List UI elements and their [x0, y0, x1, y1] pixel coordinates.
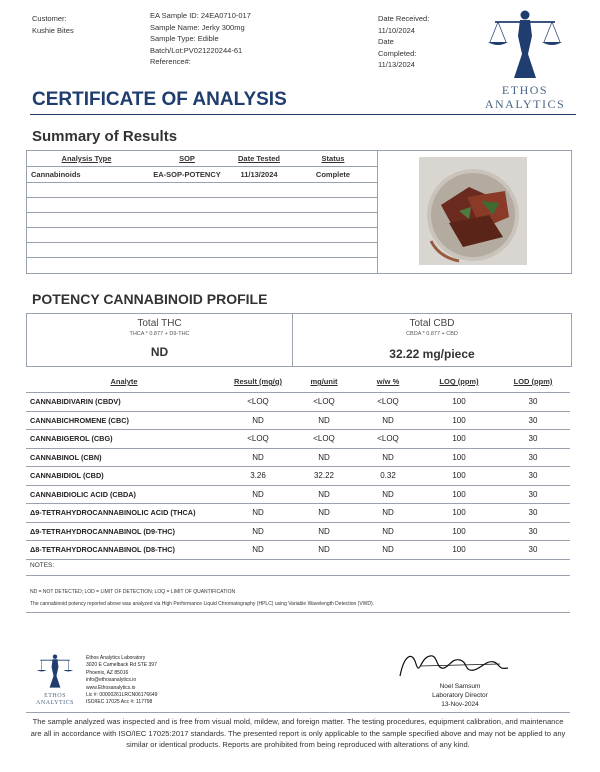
mg-per-unit: ND: [318, 415, 330, 425]
col-mg-unit: mg/unit: [310, 377, 338, 386]
results-row: [26, 522, 570, 542]
batch-lot: Batch/Lot:PV021220244-61: [150, 45, 243, 55]
mg-per-unit: ND: [318, 452, 330, 462]
sample-info-block: [150, 10, 251, 68]
reference: Reference#:: [150, 57, 191, 66]
result-mg-g: 3.26: [250, 471, 266, 480]
date-completed-value: 11/13/2024: [378, 60, 415, 69]
lod-ppm: 30: [528, 434, 538, 443]
analyte-name: Δ9-TETRAHYDROCANNABINOL (D9-THC): [30, 526, 175, 536]
results-row: [26, 448, 570, 468]
loq-ppm: 100: [452, 471, 466, 480]
customer-name: Kushie Bites: [32, 25, 74, 35]
result-mg-g: ND: [252, 489, 264, 499]
lab-address-line: www.Ethosanalytics.io: [86, 684, 136, 691]
total-cbd-label: Total CBD: [409, 318, 455, 329]
ww-percent: ND: [382, 526, 394, 536]
loq-ppm: 100: [452, 545, 466, 554]
title-rule: [30, 114, 576, 115]
col-loq: LOQ (ppm): [439, 377, 479, 386]
lady-justice-icon: [470, 6, 580, 78]
summary-box: [26, 150, 572, 274]
lod-ppm: 30: [528, 508, 538, 517]
mg-per-unit: 32.22: [313, 471, 335, 480]
result-mg-g: <LOQ: [247, 434, 269, 443]
summary-row-status: Complete: [315, 170, 351, 179]
lab-address: [86, 655, 157, 707]
date-completed-label: Completed:: [378, 48, 417, 58]
signer-name: Noel Samsum: [439, 683, 481, 690]
analyte-name: CANNABICHROMENE (CBC): [30, 415, 129, 425]
dates-block: [378, 13, 429, 71]
summary-col-sop: SOP: [179, 154, 195, 163]
signature-block: [380, 682, 540, 709]
ww-percent: ND: [382, 452, 394, 462]
col-analyte: Analyte: [110, 377, 138, 386]
loq-ppm: 100: [452, 508, 466, 517]
loq-ppm: 100: [452, 397, 466, 406]
document-title: CERTIFICATE OF ANALYSIS: [32, 89, 287, 110]
ww-percent: <LOQ: [377, 397, 399, 406]
abbrev-legend: ND = NOT DETECTED; LOD = LIMIT OF DETECTION; LOQ = LIMIT OF QUANTIFICATION: [30, 589, 236, 595]
results-row: [26, 429, 570, 449]
lady-justice-small-icon: [28, 652, 82, 688]
result-mg-g: ND: [252, 526, 264, 536]
summary-col-date: Date Tested: [238, 154, 280, 163]
analyte-name: Δ8-TETRAHYDROCANNABINOL (D8-THC): [30, 545, 175, 554]
lab-address-line: 3020 E Camelback Rd STE 397: [86, 662, 157, 669]
summary-col-status: Status: [321, 154, 345, 163]
mg-per-unit: ND: [318, 545, 330, 554]
lod-ppm: 30: [528, 397, 538, 406]
lab-address-line: Ethos Analytics Laboratory: [86, 655, 146, 661]
lab-logo-line2: ANALYTICS: [36, 700, 74, 706]
results-header: [26, 374, 570, 390]
analyte-name: CANNABIDIOLIC ACID (CBDA): [30, 489, 136, 499]
product-photo: [419, 157, 527, 265]
notes-label: NOTES:: [30, 562, 55, 569]
results-row: [26, 392, 570, 412]
ww-percent: <LOQ: [377, 434, 399, 443]
lod-ppm: 30: [528, 452, 538, 462]
result-mg-g: <LOQ: [247, 397, 269, 406]
loq-ppm: 100: [452, 452, 466, 462]
potency-heading: POTENCY CANNABINOID PROFILE: [32, 291, 268, 307]
total-thc-formula: THCA * 0.877 + D9-THC: [129, 331, 190, 337]
summary-col-type: Analysis Type: [61, 154, 112, 163]
method-note: The cannabinoid potency reported above was analyzed via High Performance Liquid Chromatography (HPLC) using Variable Wavelength Detection (VWD).: [30, 601, 375, 607]
analyte-name: CANNABIDIOL (CBD): [30, 471, 104, 480]
ww-percent: ND: [382, 489, 394, 499]
lod-ppm: 30: [528, 471, 538, 480]
lod-ppm: 30: [528, 545, 538, 554]
summary-heading: Summary of Results: [32, 128, 178, 145]
analyte-name: CANNABIDIVARIN (CBDV): [30, 397, 121, 406]
loq-ppm: 100: [452, 415, 466, 425]
footer-disclaimer: The sample analyzed was inspected and is free from visual mold, mildew, and foreign matter. The testing procedures, equipment calibration, and maintenance are all in accordance with ISO/IEC 17025:2017 standards. The presented report is only applicable to the sample specified above and may not be applied to any similar or identical products. Reports are prohibited from being reproduced with alterations of any kind.: [30, 717, 566, 750]
total-cbd-formula: CBDA * 0.877 + CBD: [406, 331, 458, 337]
date-received-label: Date Received:: [378, 14, 430, 23]
mg-per-unit: ND: [318, 489, 330, 499]
mg-per-unit: ND: [318, 526, 330, 536]
results-row: [26, 485, 570, 505]
result-mg-g: ND: [252, 508, 264, 517]
lab-address-line: info@ethosanalytics.io: [86, 677, 137, 684]
analyte-name: CANNABINOL (CBN): [30, 452, 102, 462]
results-row: [26, 540, 570, 560]
lod-ppm: 30: [528, 489, 538, 499]
company-logo: [470, 6, 580, 110]
customer-label: Customer:: [32, 14, 67, 23]
ww-percent: 0.32: [380, 471, 396, 480]
lab-address-line: ISO/IEC 17025 Acc #: 117798: [86, 699, 153, 706]
lod-ppm: 30: [528, 415, 538, 425]
lod-ppm: 30: [528, 526, 538, 536]
result-mg-g: ND: [252, 452, 264, 462]
lab-address-line: Phoenix, AZ 85016: [86, 669, 129, 676]
signature-image: [390, 646, 520, 680]
loq-ppm: 100: [452, 489, 466, 499]
total-thc-label: Total THC: [137, 318, 182, 329]
sample-name: Sample Name: Jerky 300mg: [150, 22, 245, 32]
total-thc-value: ND: [150, 345, 169, 359]
mg-per-unit: <LOQ: [313, 434, 335, 443]
col-result: Result (mg/g): [234, 377, 282, 386]
results-row: [26, 411, 570, 431]
logo-line1: ETHOS: [501, 83, 549, 97]
results-row: [26, 466, 570, 486]
summary-row-type: Cannabinoids: [31, 170, 81, 179]
ww-percent: ND: [382, 415, 394, 425]
ww-percent: ND: [382, 508, 394, 517]
summary-row-date: 11/13/2024: [240, 170, 278, 179]
result-mg-g: ND: [252, 415, 264, 425]
totals-box: [26, 313, 572, 367]
summary-row-sop: EA-SOP-POTENCY: [153, 170, 221, 179]
loq-ppm: 100: [452, 526, 466, 536]
date-label: Date: [378, 37, 394, 46]
lab-address-line: Lic #: 00000261LRCN06176649: [86, 692, 158, 699]
mg-per-unit: <LOQ: [313, 397, 335, 406]
customer-block: [32, 13, 74, 36]
loq-ppm: 100: [452, 434, 466, 443]
sample-type: Sample Type: Edible: [150, 34, 219, 43]
logo-line2: ANALYTICS: [484, 97, 566, 111]
results-row: [26, 503, 570, 523]
sample-id: EA Sample ID: 24EA0710-017: [150, 11, 251, 20]
col-ww: w/w %: [376, 377, 400, 386]
mg-per-unit: ND: [318, 508, 330, 517]
ww-percent: ND: [382, 545, 394, 554]
lab-logo: [28, 652, 82, 708]
signature-date: 13-Nov-2024: [441, 701, 479, 708]
analyte-name: Δ9-TETRAHYDROCANNABINOLIC ACID (THCA): [30, 508, 196, 517]
date-received-value: 11/10/2024: [378, 25, 415, 35]
signer-title: Laboratory Director: [432, 692, 488, 699]
lab-logo-line1: ETHOS: [44, 693, 66, 699]
total-cbd-value: 32.22 mg/piece: [389, 347, 475, 361]
col-lod: LOD (ppm): [513, 377, 553, 386]
result-mg-g: ND: [252, 545, 264, 554]
analyte-name: CANNABIGEROL (CBG): [30, 434, 113, 443]
